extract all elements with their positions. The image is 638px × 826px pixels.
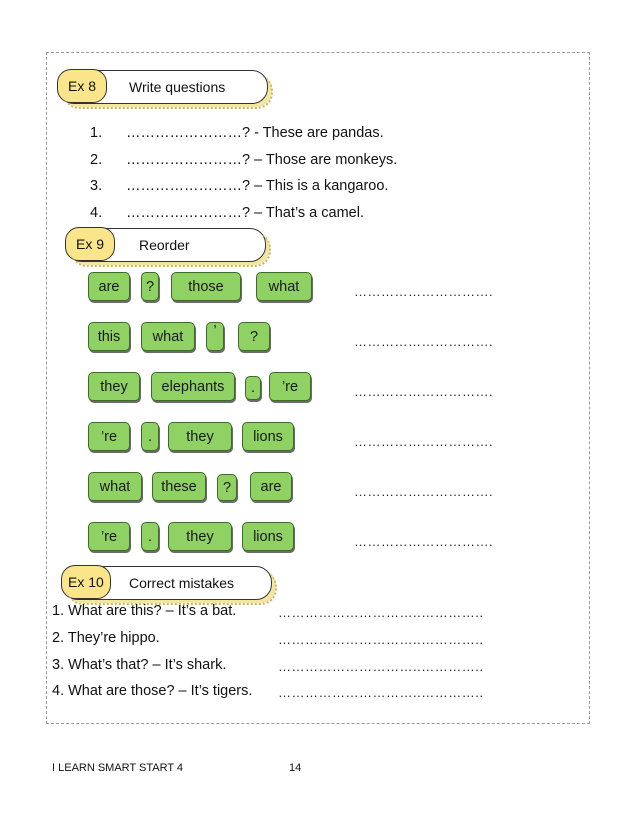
ex9-header <box>66 228 266 262</box>
answer-blank: …………………………. <box>354 484 494 499</box>
word-tile[interactable]: they <box>168 422 232 451</box>
ex8-item: 3. ……………………? – This is a kangaroo. <box>90 178 389 194</box>
answer-blank: …………………………. <box>354 434 494 449</box>
word-tile[interactable]: they <box>168 522 232 551</box>
word-tile[interactable]: they <box>88 372 140 401</box>
word-tile[interactable]: ? <box>238 322 270 351</box>
answer-blank: …………………………. <box>354 384 494 399</box>
ex8-item: 2. ……………………? – Those are monkeys. <box>90 152 398 168</box>
word-tile[interactable]: ’re <box>269 372 311 401</box>
answer-blank: …………………………. <box>354 334 494 349</box>
word-tile[interactable]: . <box>141 422 159 451</box>
answer-blank: …………………………. <box>354 284 494 299</box>
ex10-header <box>62 566 272 600</box>
ex9-badge: Ex 9 <box>65 227 115 261</box>
word-tile[interactable]: lions <box>242 522 294 551</box>
ex8-badge: Ex 8 <box>57 69 107 103</box>
word-tile[interactable]: . <box>141 522 159 551</box>
page-number: 14 <box>289 762 302 774</box>
answer-blank: …………………………..………….. <box>278 685 484 700</box>
word-tile[interactable]: ’re <box>88 422 130 451</box>
word-tile[interactable]: ’ <box>206 322 224 351</box>
word-tile[interactable]: are <box>250 472 292 501</box>
word-tile[interactable]: ? <box>217 474 237 501</box>
word-tile[interactable]: lions <box>242 422 294 451</box>
word-tile[interactable]: what <box>141 322 195 351</box>
word-tile[interactable]: what <box>256 272 312 301</box>
answer-blank: …………………………. <box>354 534 494 549</box>
word-tile[interactable]: ? <box>141 272 159 301</box>
word-tile[interactable]: elephants <box>151 372 235 401</box>
word-tile[interactable]: what <box>88 472 142 501</box>
word-tile[interactable]: those <box>171 272 241 301</box>
ex8-header <box>58 70 268 104</box>
ex10-badge: Ex 10 <box>61 565 111 599</box>
ex10-item: 4. What are those? – It’s tigers. <box>52 683 253 699</box>
ex8-title: Write questions <box>129 78 226 95</box>
ex8-item: 1. ……………………? - These are pandas. <box>90 125 384 141</box>
word-tile[interactable]: are <box>88 272 130 301</box>
answer-blank: …………………………..………….. <box>278 632 484 647</box>
ex10-item: 2. They’re hippo. <box>52 630 160 646</box>
ex9-title: Reorder <box>139 236 190 253</box>
ex8-item: 4. ……………………? – That’s a camel. <box>90 205 364 221</box>
ex10-item: 1. What are this? – It’s a bat. <box>52 603 237 619</box>
ex10-item: 3. What’s that? – It’s shark. <box>52 657 227 673</box>
word-tile[interactable]: these <box>152 472 206 501</box>
word-tile[interactable]: ’re <box>88 522 130 551</box>
book-title: I LEARN SMART START 4 <box>52 762 184 774</box>
answer-blank: …………………………..………….. <box>278 605 484 620</box>
word-tile[interactable]: . <box>245 376 261 400</box>
ex10-title: Correct mistakes <box>129 574 235 591</box>
answer-blank: …………………………..………….. <box>278 659 484 674</box>
word-tile[interactable]: this <box>88 322 130 351</box>
